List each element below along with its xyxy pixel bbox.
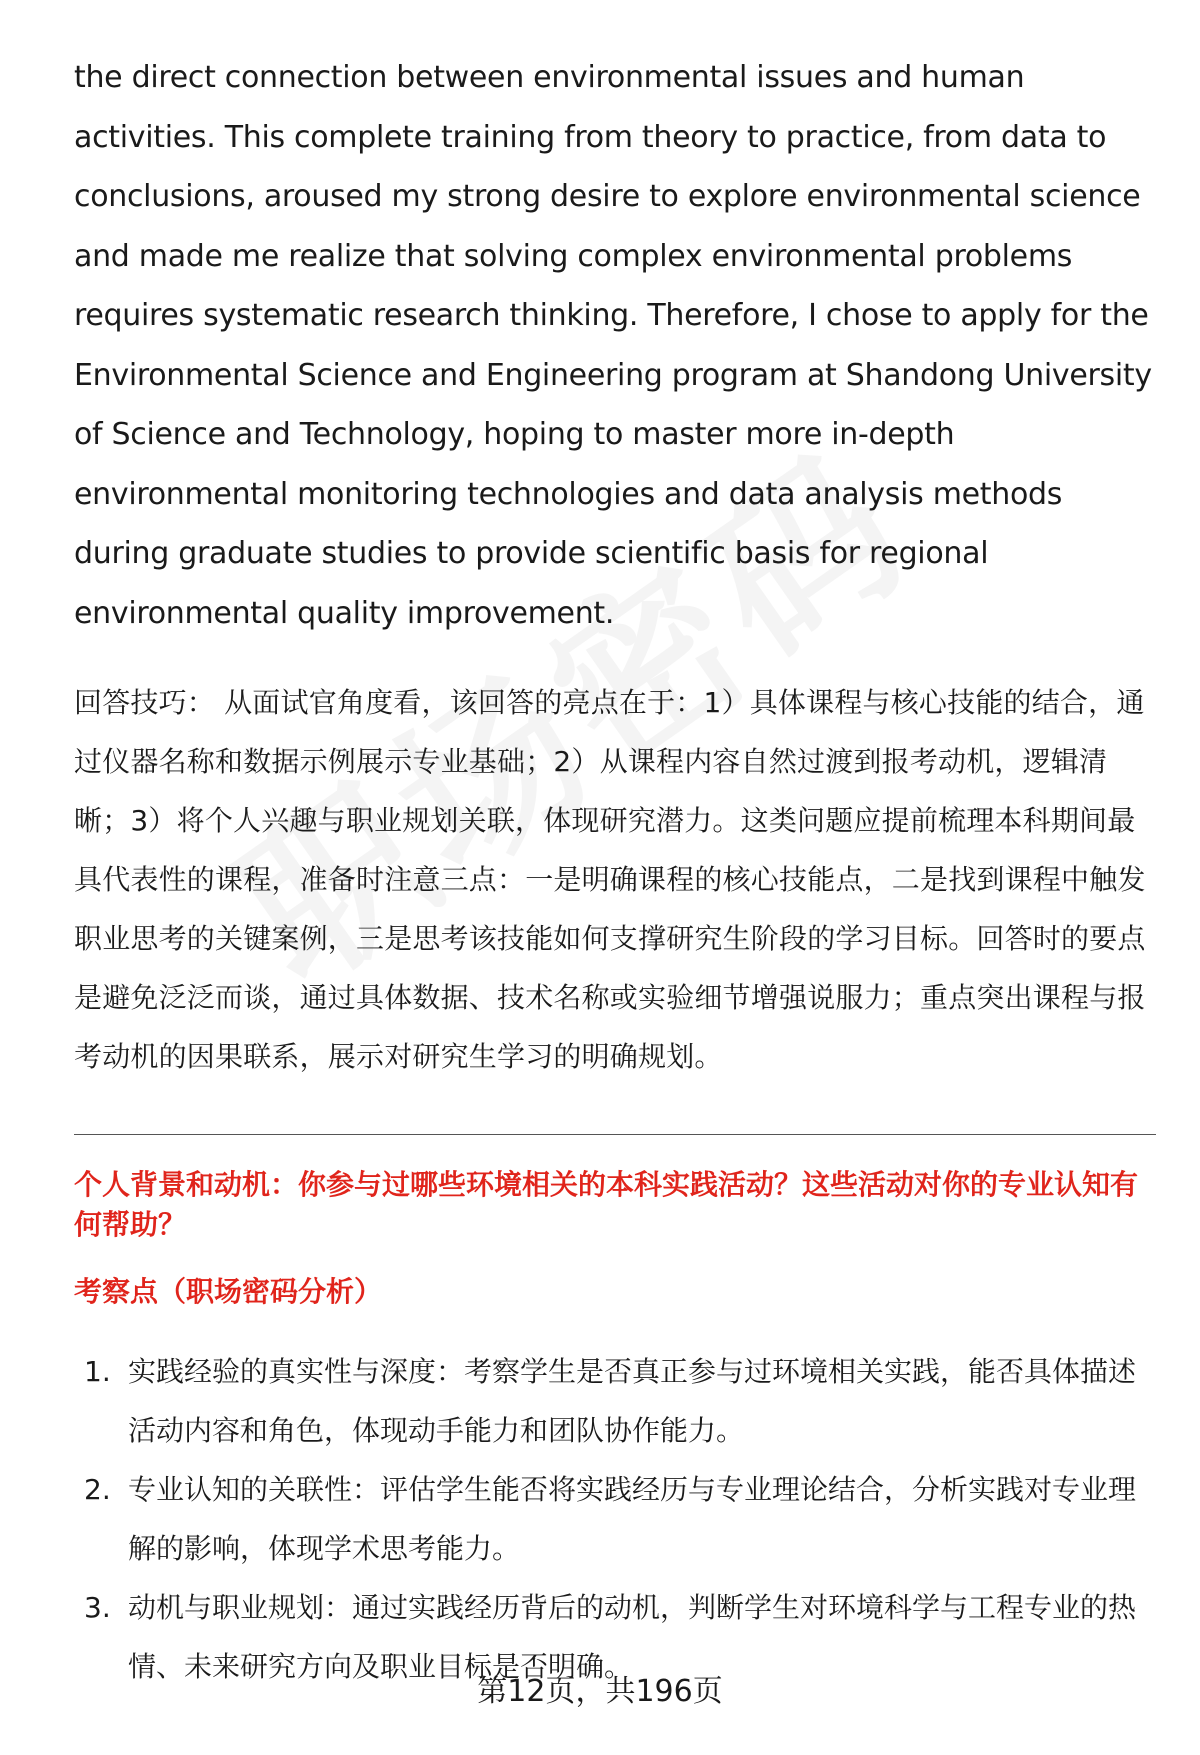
section-divider [74, 1134, 1156, 1135]
assessment-list [74, 1342, 1156, 1696]
answer-continuation: the direct connection between environmental issues and human activities. This complete training from theory to practice, from data to conclusions, aroused my strong desire to explore environmental science and made me realize that solving complex environmental problems requires systematic research thinking. Therefore, I chose to apply for the Environmental Science and Engineering program at Shandong University of Science and Technology, hoping to master more in-depth environmental monitoring technologies and data analysis methods during graduate studies to provide scientific basis for regional environmental quality improvement. [74, 60, 1152, 631]
point-number: 3. [84, 1591, 111, 1624]
point-text: 动机与职业规划：通过实践经历背后的动机，判断学生对环境科学与工程专业的热情、未来研究方向及职业目标是否明确。 [128, 1591, 1137, 1683]
assessment-point [74, 1460, 1156, 1578]
page-number: 第12页，共196页 [477, 1674, 723, 1709]
question-heading: 个人背景和动机：你参与过哪些环境相关的本科实践活动？这些活动对你的专业认知有何帮助？ [74, 1168, 1139, 1241]
page-content [74, 48, 1156, 1696]
point-text: 专业认知的关联性：评估学生能否将实践经历与专业理论结合，分析实践对专业理解的影响，体现学术思考能力。 [128, 1473, 1137, 1565]
point-number: 2. [84, 1473, 111, 1506]
point-text: 实践经验的真实性与深度：考察学生是否真正参与过环境相关实践，能否具体描述活动内容和角色，体现动手能力和团队协作能力。 [128, 1355, 1137, 1447]
assessment-heading: 考察点（职场密码分析） [74, 1275, 383, 1308]
answer-tips: 回答技巧： 从面试官角度看，该回答的亮点在于：1）具体课程与核心技能的结合，通过仪器名称和数据示例展示专业基础；2）从课程内容自然过渡到报考动机，逻辑清晰；3）将个人兴趣与职业规划关联，体现研究潜力。这类问题应提前梳理本科期间最具代表性的课程，准备时注意三点：一是明确课程的核心技能点，二是找到课程中触发职业思考的关键案例，三是思考该技能如何支撑研究生阶段的学习目标。回答时的要点是避免泛泛而谈，通过具体数据、技术名称或实验细节增强说服力；重点突出课程与报考动机的因果联系，展示对研究生学习的明确规划。 [74, 686, 1146, 1073]
point-number: 1. [84, 1355, 111, 1388]
assessment-point [74, 1342, 1156, 1460]
